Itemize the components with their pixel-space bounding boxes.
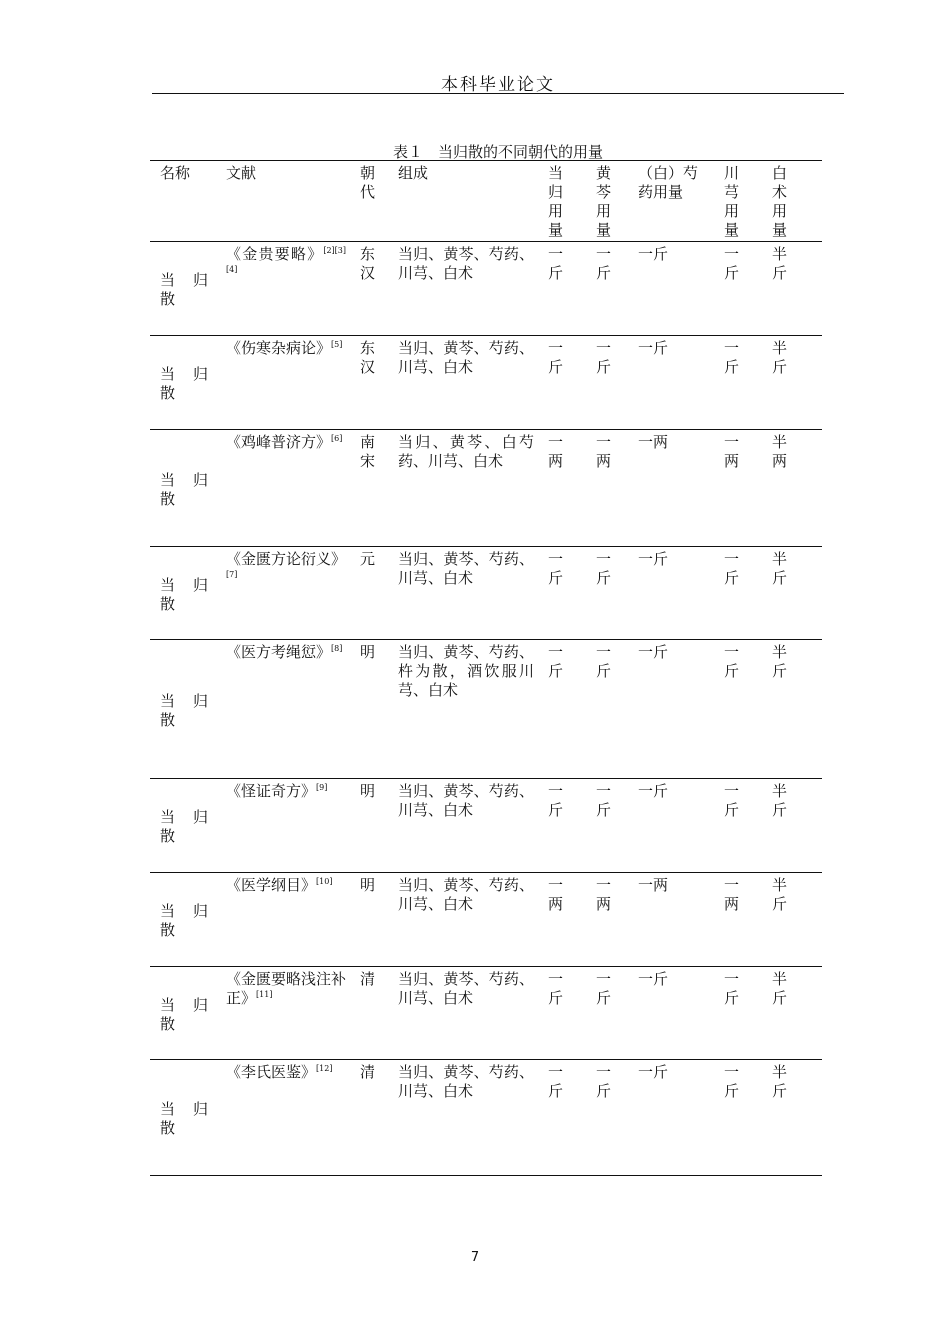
header-rule xyxy=(152,93,844,94)
chuanxiong-dose-cell: 一斤 xyxy=(724,1063,740,1100)
danggui-dose-cell: 一斤 xyxy=(548,782,564,819)
page-number: 7 xyxy=(470,1250,480,1265)
source-work-cell: 《鸡峰普济方》[6] xyxy=(226,433,343,451)
baizhu-dose-cell: 半斤 xyxy=(772,339,788,376)
table-row xyxy=(150,640,822,779)
huangqin-dose-cell: 一两 xyxy=(596,876,612,913)
source-work-cell: 《金匮方论衍义》[7] xyxy=(226,550,347,579)
table-row xyxy=(150,1060,822,1176)
table-row xyxy=(150,430,822,547)
formula-name-cell: 当 归散 xyxy=(160,808,208,845)
danggui-dose-cell: 一斤 xyxy=(548,339,564,376)
citation-ref: [12] xyxy=(316,1064,333,1073)
baizhu-dose-cell: 半斤 xyxy=(772,876,788,913)
dosage-table xyxy=(150,160,822,1176)
source-work-cell: 《伤寒杂病论》[5] xyxy=(226,339,343,357)
shaoyao-dose-cell: 一两 xyxy=(638,876,669,894)
shaoyao-dose-cell: 一斤 xyxy=(638,782,669,800)
source-work-cell: 《金匮要略浅注补正》[11] xyxy=(226,970,347,1007)
danggui-dose-cell: 一斤 xyxy=(548,643,564,680)
shaoyao-dose-cell: 一两 xyxy=(638,433,669,451)
source-work-cell: 《医学纲目》[10] xyxy=(226,876,333,894)
formula-name-cell: 当 归散 xyxy=(160,691,208,729)
dynasty-cell: 清 xyxy=(360,970,376,988)
citation-ref: [9] xyxy=(316,783,328,792)
chuanxiong-dose-cell: 一两 xyxy=(724,876,740,913)
composition-cell: 当归、黄芩、芍药、川芎、白术 xyxy=(398,550,534,587)
composition-cell: 当归、黄芩、芍药、川芎、白术 xyxy=(398,970,534,1007)
danggui-dose-cell: 一斤 xyxy=(548,245,564,282)
header-work: 文献 xyxy=(226,164,257,182)
dynasty-cell: 南宋 xyxy=(360,433,376,470)
formula-name-cell: 当 归散 xyxy=(160,365,208,402)
chuanxiong-dose-cell: 一斤 xyxy=(724,970,740,1007)
huangqin-dose-cell: 一斤 xyxy=(596,550,612,587)
header-huangqin: 黄芩用量 xyxy=(596,164,612,239)
danggui-dose-cell: 一两 xyxy=(548,433,564,470)
header-shaoyao: （白）芍药用量 xyxy=(638,164,699,201)
header-danggui: 当归用量 xyxy=(548,164,564,239)
dynasty-cell: 明 xyxy=(360,876,376,894)
composition-cell: 当归、黄芩、芍药、川芎、白术 xyxy=(398,876,534,913)
shaoyao-dose-cell: 一斤 xyxy=(638,339,669,357)
composition-cell: 当归、黄芩、芍药、川芎、白术 xyxy=(398,782,534,819)
chuanxiong-dose-cell: 一斤 xyxy=(724,782,740,819)
formula-name-cell: 当 归散 xyxy=(160,995,208,1033)
formula-name-cell: 当 归散 xyxy=(160,470,208,508)
danggui-dose-cell: 一斤 xyxy=(548,550,564,587)
source-work-cell: 《李氏医鉴》[12] xyxy=(226,1063,333,1081)
danggui-dose-cell: 一斤 xyxy=(548,970,564,1007)
formula-name-cell: 当 归散 xyxy=(160,1100,208,1137)
baizhu-dose-cell: 半斤 xyxy=(772,970,788,1007)
shaoyao-dose-cell: 一斤 xyxy=(638,550,669,568)
baizhu-dose-cell: 半斤 xyxy=(772,782,788,819)
table-row xyxy=(150,336,822,430)
chuanxiong-dose-cell: 一斤 xyxy=(724,643,740,680)
citation-ref: [11] xyxy=(256,990,273,999)
shaoyao-dose-cell: 一斤 xyxy=(638,643,669,661)
header-composition: 组成 xyxy=(398,164,429,182)
source-work-cell: 《医方考绳愆》[8] xyxy=(226,643,343,661)
chuanxiong-dose-cell: 一斤 xyxy=(724,339,740,376)
citation-ref: [6] xyxy=(331,434,343,443)
composition-cell: 当归、黄芩、芍药、川芎、白术 xyxy=(398,245,534,282)
composition-cell: 当归、黄芩、芍药、川芎、白术 xyxy=(398,339,534,376)
running-header: 本科毕业论文 xyxy=(441,75,555,95)
huangqin-dose-cell: 一斤 xyxy=(596,339,612,376)
dynasty-cell: 明 xyxy=(360,643,376,661)
baizhu-dose-cell: 半斤 xyxy=(772,643,788,680)
citation-ref: [5] xyxy=(331,340,343,349)
chuanxiong-dose-cell: 一斤 xyxy=(724,245,740,282)
citation-ref: [2][3][4] xyxy=(226,246,346,274)
dynasty-cell: 清 xyxy=(360,1063,376,1081)
chuanxiong-dose-cell: 一斤 xyxy=(724,550,740,587)
table-header-row xyxy=(150,161,822,242)
composition-cell: 当归、黄芩、芍药、杵为散，酒饮服川芎、白术 xyxy=(398,643,534,699)
danggui-dose-cell: 一两 xyxy=(548,876,564,913)
baizhu-dose-cell: 半斤 xyxy=(772,245,788,282)
header-name: 名称 xyxy=(160,164,191,182)
table-row xyxy=(150,873,822,967)
baizhu-dose-cell: 半两 xyxy=(772,433,788,470)
huangqin-dose-cell: 一斤 xyxy=(596,643,612,680)
danggui-dose-cell: 一斤 xyxy=(548,1063,564,1100)
composition-cell: 当归、黄芩、芍药、川芎、白术 xyxy=(398,1063,534,1100)
shaoyao-dose-cell: 一斤 xyxy=(638,245,669,263)
dynasty-cell: 东汉 xyxy=(360,339,376,376)
table-row xyxy=(150,547,822,640)
huangqin-dose-cell: 一斤 xyxy=(596,970,612,1007)
table-caption: 表１ 当归散的不同朝代的用量 xyxy=(392,143,603,161)
dynasty-cell: 元 xyxy=(360,550,376,568)
shaoyao-dose-cell: 一斤 xyxy=(638,970,669,988)
baizhu-dose-cell: 半斤 xyxy=(772,1063,788,1100)
huangqin-dose-cell: 一斤 xyxy=(596,782,612,819)
table-row xyxy=(150,967,822,1060)
citation-ref: [10] xyxy=(316,877,333,886)
table-row xyxy=(150,779,822,873)
baizhu-dose-cell: 半斤 xyxy=(772,550,788,587)
huangqin-dose-cell: 一斤 xyxy=(596,1063,612,1100)
header-dynasty: 朝代 xyxy=(360,164,376,201)
table-row xyxy=(150,242,822,336)
huangqin-dose-cell: 一两 xyxy=(596,433,612,470)
dynasty-cell: 东汉 xyxy=(360,245,376,282)
dynasty-cell: 明 xyxy=(360,782,376,800)
header-baizhu: 白术用量 xyxy=(772,164,788,239)
source-work-cell: 《金贵要略》[2][3][4] xyxy=(226,245,346,274)
formula-name-cell: 当 归散 xyxy=(160,902,208,939)
citation-ref: [7] xyxy=(226,570,238,579)
source-work-cell: 《怪证奇方》[9] xyxy=(226,782,328,800)
shaoyao-dose-cell: 一斤 xyxy=(638,1063,669,1081)
composition-cell: 当归、黄芩、白芍药、川芎、白术 xyxy=(398,433,534,470)
chuanxiong-dose-cell: 一两 xyxy=(724,433,740,470)
citation-ref: [8] xyxy=(331,644,343,653)
header-chuanxiong: 川芎用量 xyxy=(724,164,740,239)
formula-name-cell: 当 归散 xyxy=(160,575,208,613)
formula-name-cell: 当 归散 xyxy=(160,271,208,308)
huangqin-dose-cell: 一斤 xyxy=(596,245,612,282)
